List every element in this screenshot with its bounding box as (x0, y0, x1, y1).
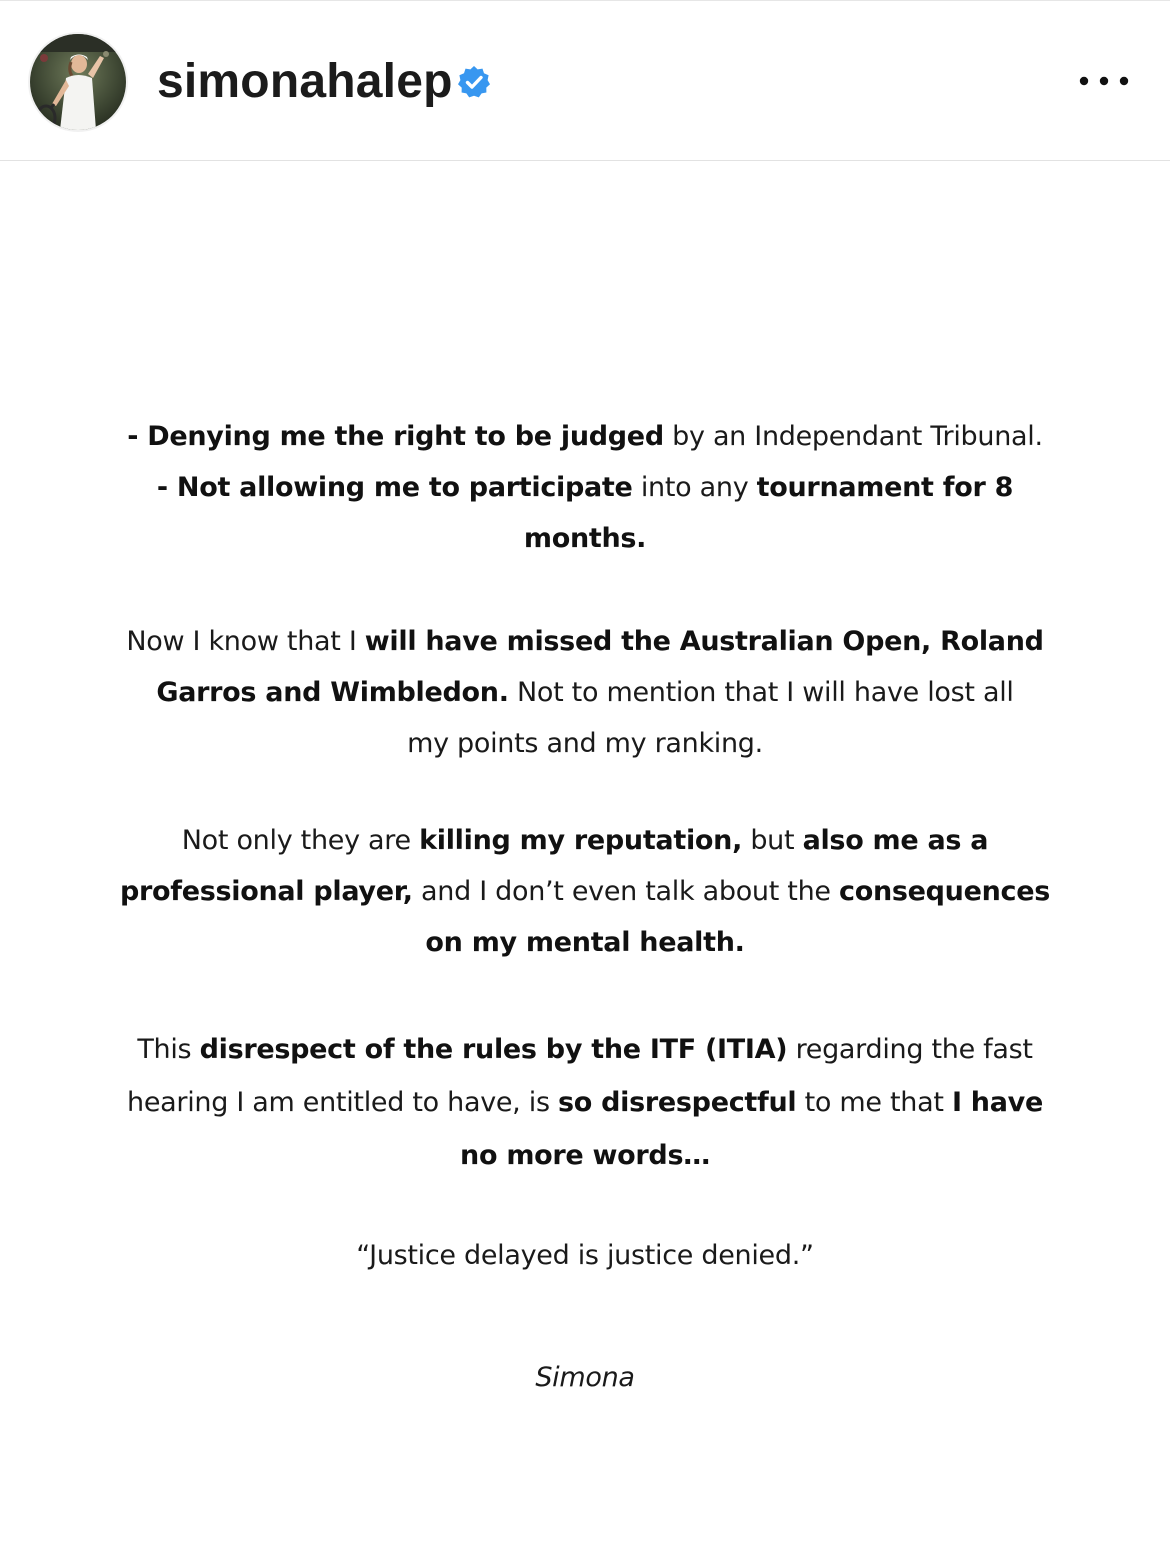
more-options-icon[interactable] (1076, 67, 1132, 95)
bold-text: consequences (839, 876, 1051, 907)
bold-text: will have missed the Australian Open, Roland (364, 626, 1044, 657)
text-span: hearing I am entitled to have, is (127, 1087, 558, 1118)
text-span: to me that (796, 1087, 952, 1118)
bold-text: professional player, (119, 876, 413, 907)
text-line (110, 513, 1060, 564)
bold-text: I have (951, 1087, 1043, 1118)
signature-text: Simona (535, 1362, 635, 1393)
text-line (110, 866, 1060, 917)
post-image (0, 161, 1170, 1558)
text-line (110, 1076, 1060, 1129)
text-line (110, 1023, 1060, 1076)
text-line (110, 616, 1060, 667)
text-span: Not only they are (181, 825, 420, 856)
text-line (110, 1129, 1060, 1182)
bold-text: - Not allowing me to participate (156, 472, 633, 503)
text-line (110, 917, 1060, 968)
statement-paragraph-2 (110, 616, 1060, 769)
text-span: and I don’t even talk about the (412, 876, 839, 907)
text-span: by an Independant Tribunal. (663, 421, 1043, 452)
bold-text: so disrespectful (558, 1087, 797, 1118)
text-line (110, 667, 1060, 718)
quote-text: “Justice delayed is justice denied.” (356, 1240, 814, 1271)
text-span: Not to mention that I will have lost all (508, 677, 1014, 708)
bold-text: Garros and Wimbledon. (156, 677, 509, 708)
text-span: regarding the fast (787, 1034, 1033, 1065)
text-line (110, 462, 1060, 513)
profile-username[interactable]: simonahalep (157, 55, 453, 108)
avatar-photo (30, 34, 126, 130)
signature (110, 1352, 1060, 1403)
text-span: into any (632, 472, 757, 503)
text-span: Now I know that I (126, 626, 365, 657)
text-line (110, 815, 1060, 866)
bold-text: disrespect of the rules by the ITF (ITIA) (199, 1034, 788, 1065)
bold-text: no more words… (460, 1140, 710, 1171)
bold-text: tournament for 8 (756, 472, 1014, 503)
text-line (110, 718, 1060, 769)
statement-paragraph-3 (110, 815, 1060, 968)
bold-text: on my mental health. (425, 927, 745, 958)
justice-quote (110, 1230, 1060, 1281)
text-span: my points and my ranking. (407, 728, 763, 759)
verified-badge-icon (457, 65, 491, 99)
statement-paragraph-1 (110, 411, 1060, 564)
text-span: This (137, 1034, 200, 1065)
statement-paragraph-4 (110, 1023, 1060, 1182)
bold-text: - Denying me the right to be judged (127, 421, 664, 452)
bold-text: also me as a (802, 825, 989, 856)
profile-avatar[interactable] (30, 34, 126, 130)
text-line (110, 411, 1060, 462)
post-header (0, 0, 1170, 161)
bold-text: killing my reputation, (419, 825, 743, 856)
bold-text: months. (523, 523, 647, 554)
text-span: but (742, 825, 803, 856)
